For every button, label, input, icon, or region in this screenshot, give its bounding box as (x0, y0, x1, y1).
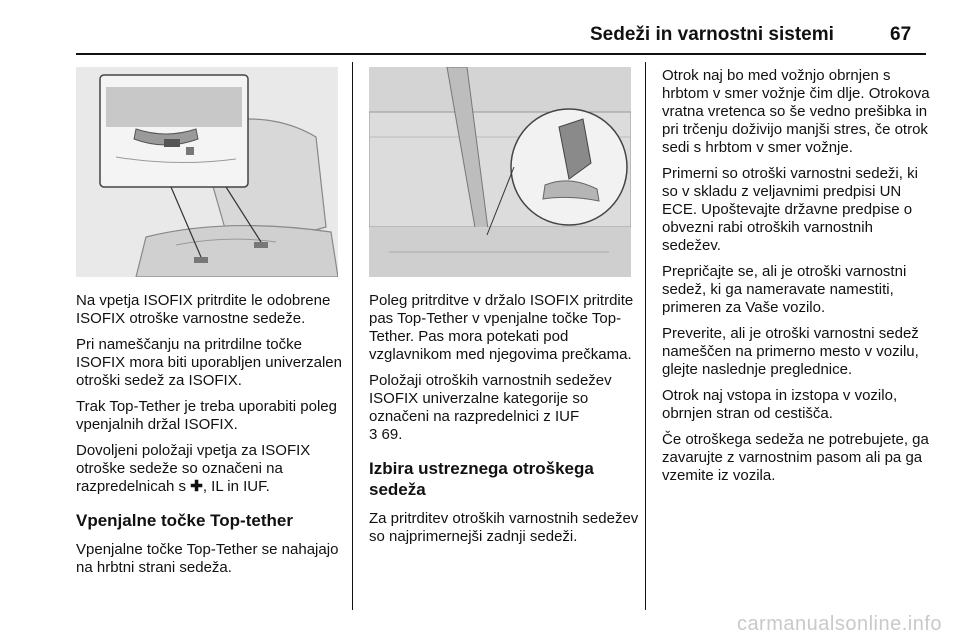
paragraph: Primerni so otroški varnostni sedeži, ki so v skladu z veljavnimi predpisi UN ECE. Upoštevajte državne predpise o obvezni rabi otroških varnostnih sedežev. (662, 165, 918, 254)
paragraph-text: Dovoljeni položaji vpetja za ISOFIX otroške sedeže so označeni na razpredelnicah s (76, 442, 311, 495)
column-3 (662, 67, 932, 493)
isofix-drawing (76, 67, 338, 277)
isofix-cross-symbol: ✚ (190, 478, 203, 495)
paragraph (76, 442, 348, 496)
header-rule (76, 53, 926, 55)
paragraph (369, 372, 641, 444)
section-heading: Vpenjalne točke Top-tether (76, 511, 293, 530)
page-header-title: Sedeži in varnostni sistemi (590, 24, 834, 45)
paragraph: Poleg pritrditve v držalo ISOFIX pritrdite pas Top-Tether v vpenjalne točke Top-Tether. Pas mora potekati pod vzglavnikom med njegovima prečkama. (369, 292, 634, 363)
column-1 (76, 292, 348, 585)
isofix-illustration (76, 67, 338, 277)
column-divider-2 (645, 62, 646, 610)
paragraph: Otrok naj vstopa in izstopa v vozilo, obrnjen stran od cestišča. (662, 387, 898, 422)
watermark: carmanualsonline.info (736, 613, 942, 635)
paragraph: Trak Top-Tether je treba uporabiti poleg vpenjalnih držal ISOFIX. (76, 398, 337, 433)
paragraph: Preverite, ali je otroški varnostni sedež nameščen na primerno mesto v vozilu, glejte naslednje preglednice. (662, 325, 919, 378)
paragraph: Na vpetja ISOFIX pritrdite le odobrene ISOFIX otroške varnostne sedeže. (76, 292, 331, 327)
column-divider-1 (352, 62, 353, 610)
top-tether-drawing (369, 67, 631, 277)
page-reference-link[interactable]: 3 69. (369, 426, 403, 443)
top-tether-illustration (369, 67, 631, 277)
paragraph: Otrok naj bo med vožnjo obrnjen s hrbtom v smer vožnje čim dlje. Otrokova vratna vretenca so še vedno prešibka in pri trčenju doživijo manjši stres, če otrok sedi s hrbtom v smer vožnje. (662, 67, 930, 156)
page-number: 67 (890, 24, 912, 45)
column-2 (369, 292, 641, 554)
paragraph: Vpenjalne točke Top-Tether se nahajajo na hrbtni strani sedeža. (76, 541, 339, 576)
paragraph-text: , IL in IUF. (202, 478, 270, 495)
paragraph: Za pritrditev otroških varnostnih sedežev so najprimernejši zadnji sedeži. (369, 510, 639, 545)
section-heading: Izbira ustreznega otroškega sedeža (369, 459, 594, 499)
paragraph-text: Položaji otroških varnostnih sedežev ISOFIX univerzalne kategorije so označeni na razpredelnici z IUF (369, 372, 612, 425)
paragraph: Pri nameščanju na pritrdilne točke ISOFIX mora biti uporabljen univerzalen otroški sedež za ISOFIX. (76, 336, 342, 389)
paragraph: Prepričajte se, ali je otroški varnostni sedež, ki ga nameravate namestiti, primeren za Vaše vozilo. (662, 263, 907, 316)
paragraph: Če otroškega sedeža ne potrebujete, ga zavarujte z varnostnim pasom ali pa ga vzemite iz vozila. (662, 431, 929, 484)
